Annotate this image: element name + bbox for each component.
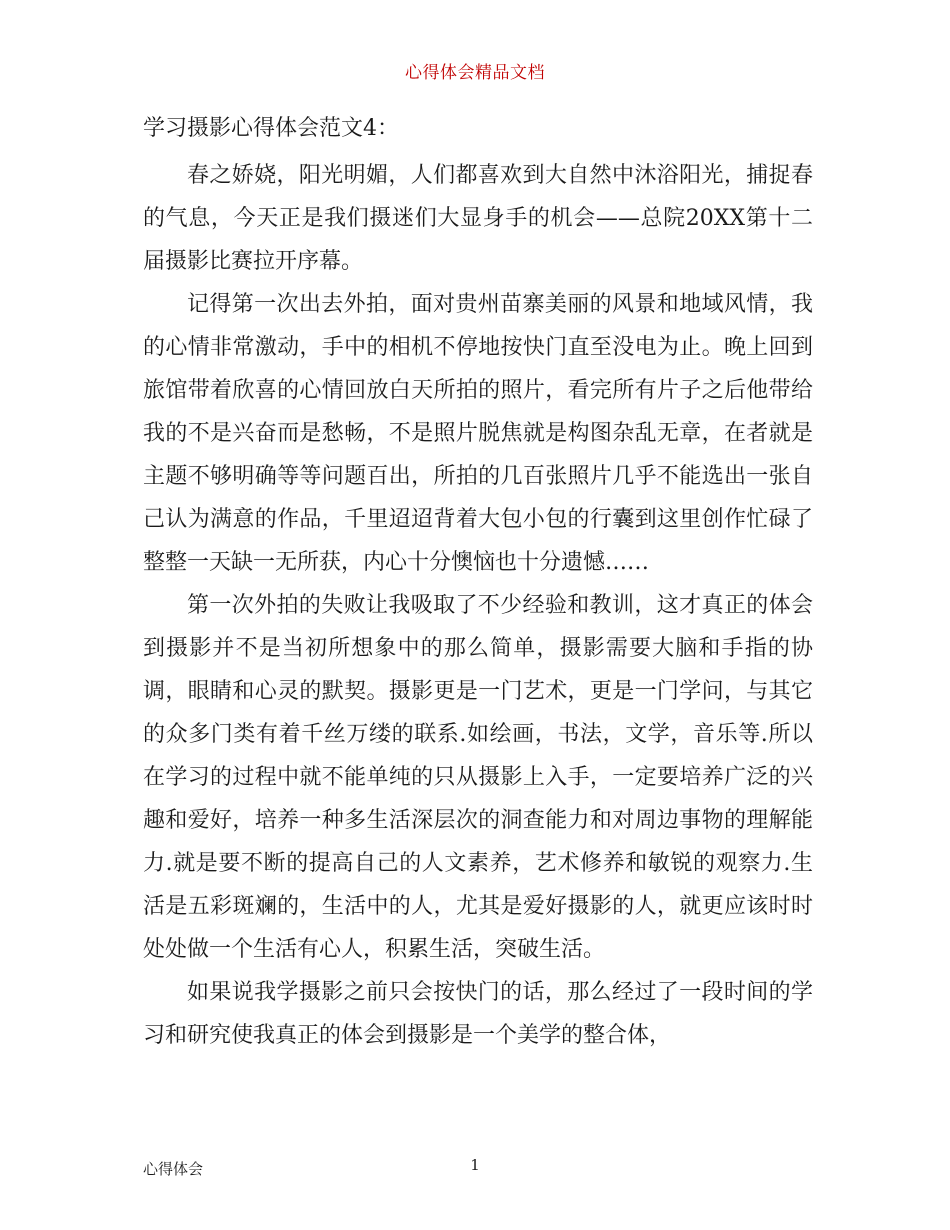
section-title: 学习摄影心得体会范文4：: [143, 116, 399, 141]
paragraph-2: 记得第一次出去外拍，面对贵州苗寨美丽的风景和地域风情，我的心情非常激动，手中的相机不停地按快门直至没电为止。晚上回到旅馆带着欣喜的心情回放白天所拍的照片，看完所有片子之后他带给我的不是兴奋而是愁畅，不是照片脱焦就是构图杂乱无章，在者就是主题不够明确等等问题百出，所拍的几百张照片几乎不能选出一张自己认为满意的作品，千里迢迢背着大包小包的行囊到这里创作忙碌了整整一天缺一无所获，内心十分懊恼也十分遗憾……: [143, 292, 813, 575]
paragraph-3: 第一次外拍的失败让我吸取了不少经验和教训，这才真正的体会到摄影并不是当初所想象中的那么简单，摄影需要大脑和手指的协调，眼睛和心灵的默契。摄影更是一门艺术，更是一门学问，与其它的众多门类有着千丝万缕的联系.如绘画，书法，文学，音乐等.所以在学习的过程中就不能单纯的只从摄影上入手，一定要培养广泛的兴趣和爱好，培养一种多生活深层次的洞查能力和对周边事物的理解能力.就是要不断的提高自己的人文素养，艺术修养和敏锐的观察力.生活是五彩斑斓的，生活中的人，尤其是爱好摄影的人，就更应该时时处处做一个生活有心人，积累生活，突破生活。: [143, 593, 813, 962]
paragraph-1: 春之娇娆，阳光明媚，人们都喜欢到大自然中沐浴阳光，捕捉春的气息，今天正是我们摄迷们大显身手的机会——总院20XX第十二届摄影比赛拉开序幕。: [143, 163, 813, 274]
paragraph-4: 如果说我学摄影之前只会按快门的话，那么经过了一段时间的学习和研究使我真正的体会到摄影是一个美学的整合体，: [143, 980, 813, 1048]
footer-label: 心得体会: [143, 1160, 204, 1178]
header-title: 心得体会精品文档: [405, 63, 545, 83]
document-body: [143, 110, 813, 1057]
page-number: 1: [470, 1156, 480, 1174]
